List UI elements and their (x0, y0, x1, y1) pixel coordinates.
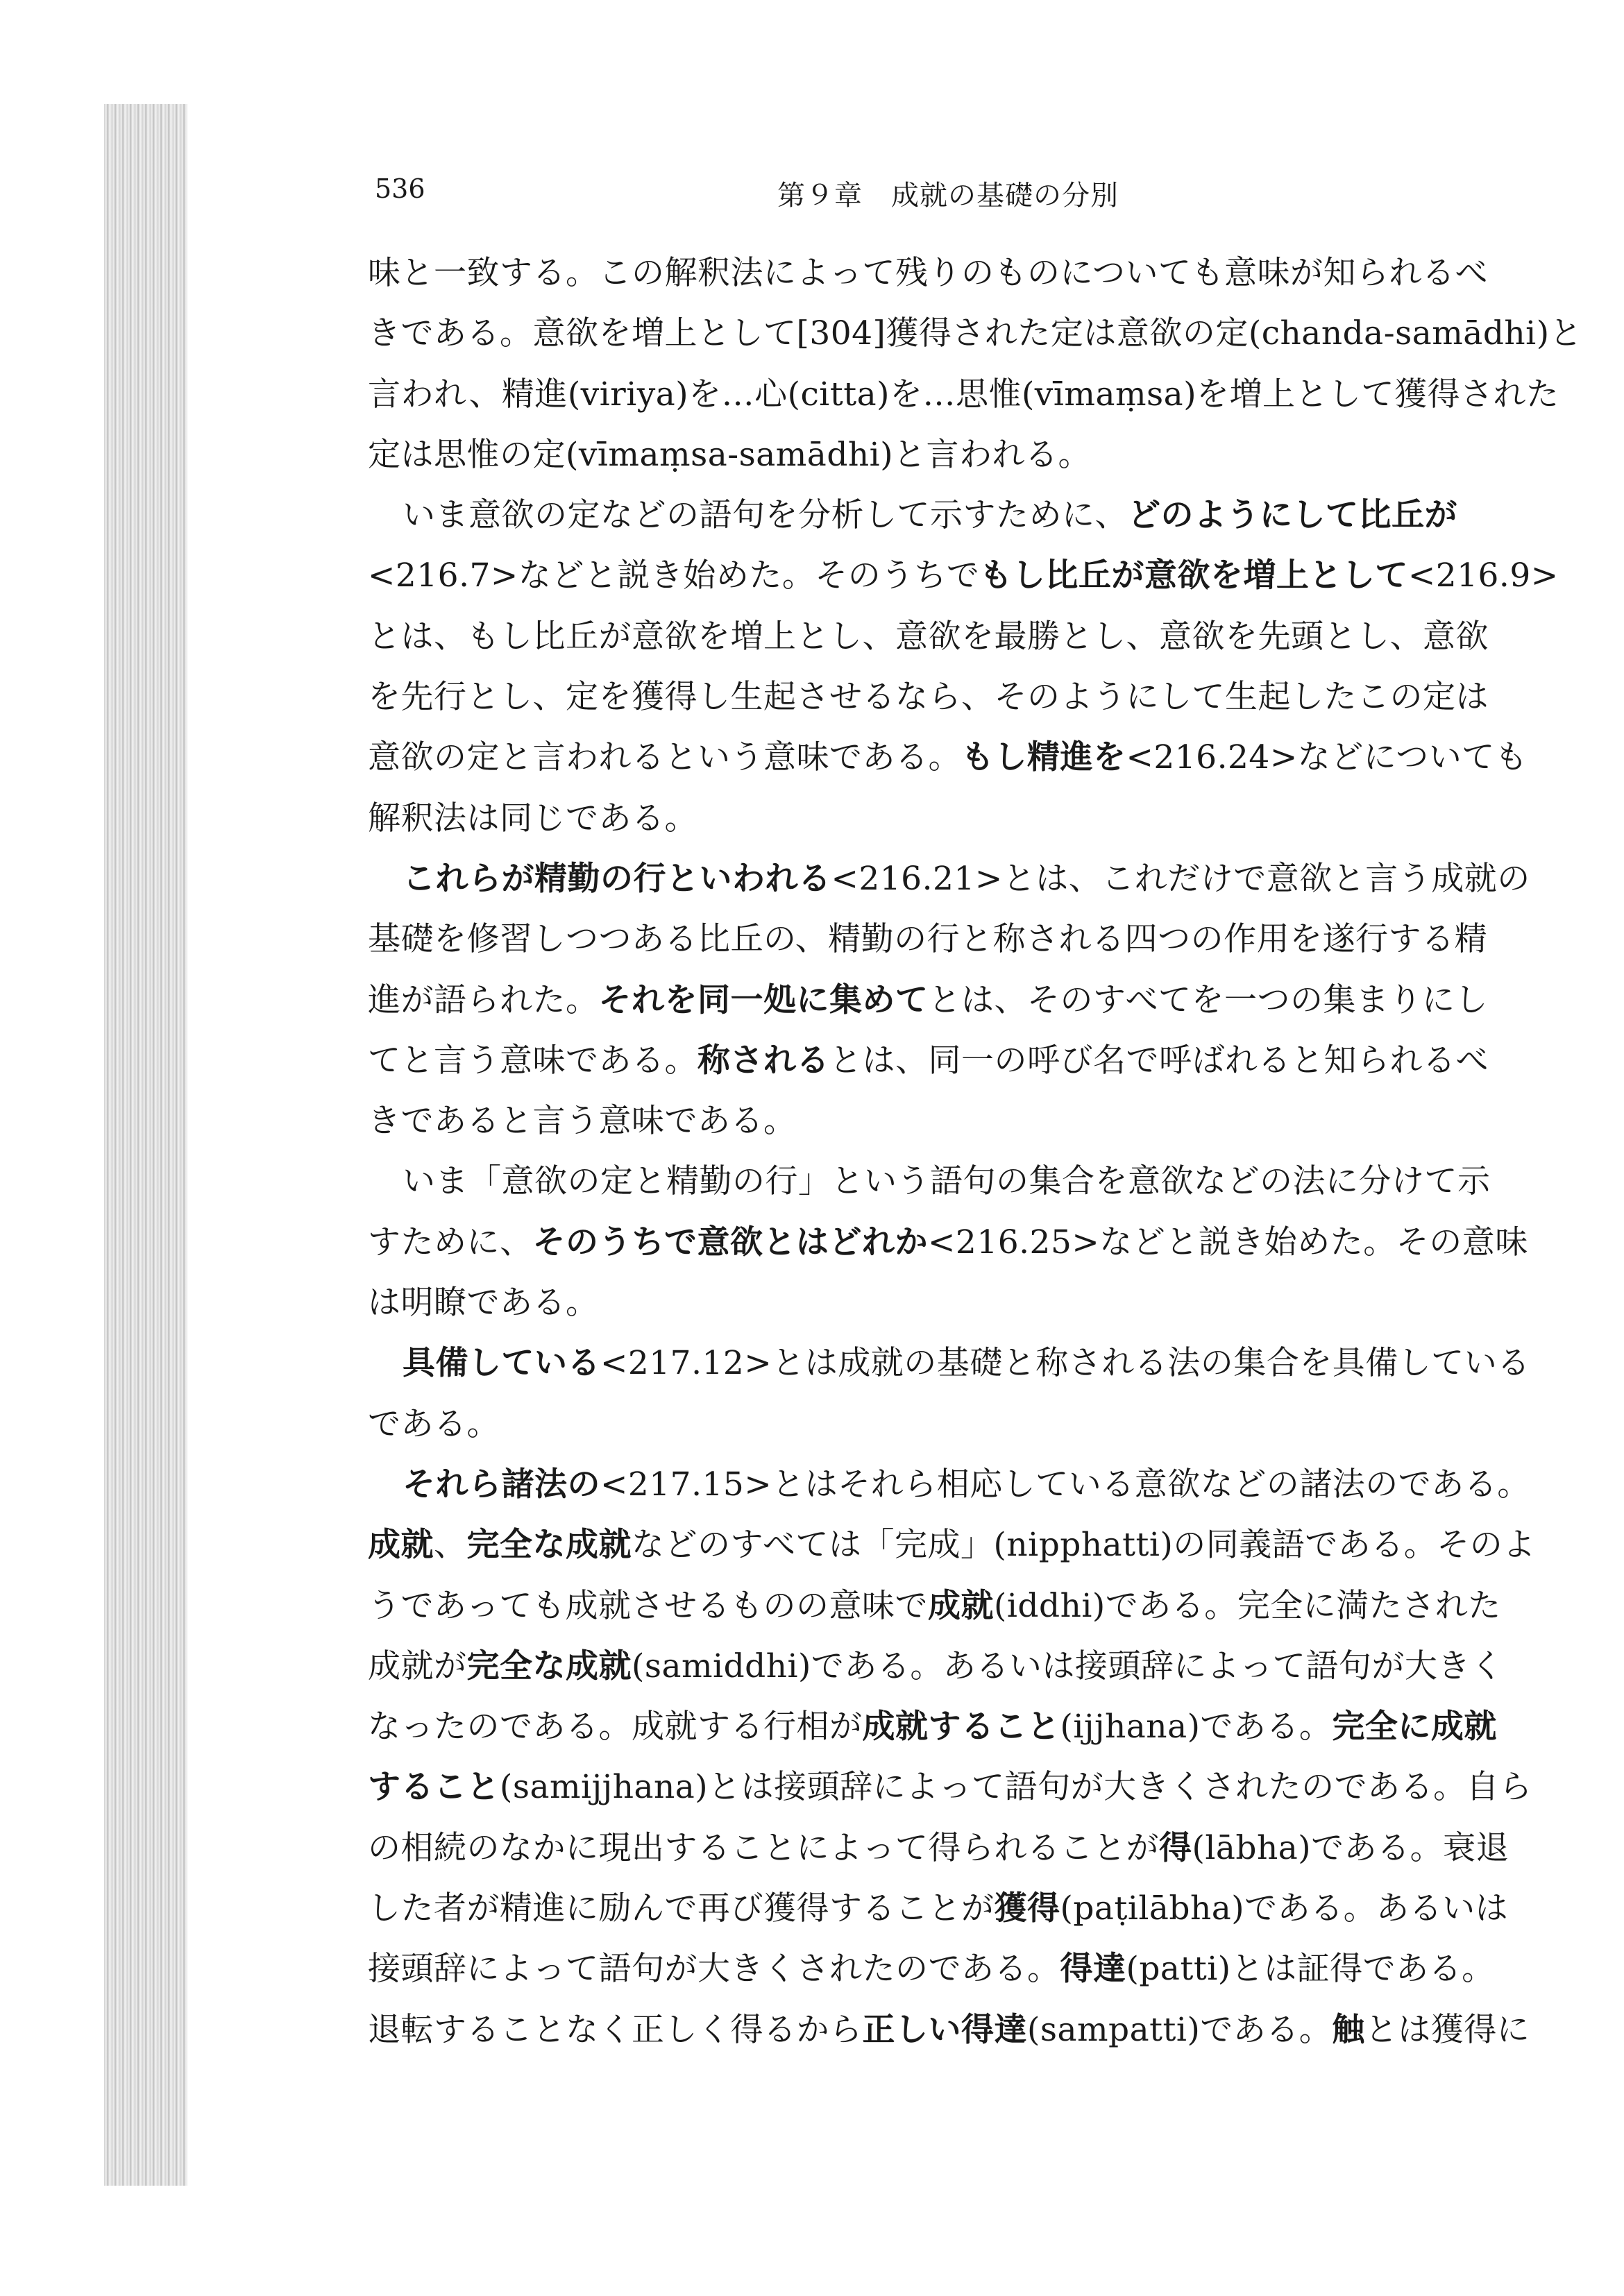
text-run: とは獲得に (1364, 2010, 1530, 2049)
text-line (368, 1818, 1582, 1878)
text-line (368, 243, 1582, 303)
text-run: (patti)とは証得である。 (1126, 1950, 1495, 1989)
text-line (368, 1394, 1582, 1454)
text-run: 成就が (368, 1647, 467, 1685)
binding-gutter-shadow (104, 104, 187, 2186)
text-line (368, 425, 1582, 485)
text-run: (lābha)である。衰退 (1192, 1828, 1509, 1867)
text-run: いま意欲の定などの語句を分析して示すために、 (403, 496, 1128, 535)
bold-term: どのようにして比丘が (1128, 496, 1457, 535)
text-line (368, 909, 1582, 969)
text-line (368, 849, 1582, 909)
text-line (368, 1273, 1582, 1333)
text-run: とは、同一の呼び名で呼ばれると知られるべ (829, 1041, 1489, 1080)
text-line (368, 303, 1582, 364)
text-run: (paṭilābha)である。あるいは (1060, 1889, 1509, 1928)
text-line (368, 1333, 1582, 1393)
text-line (368, 1454, 1582, 1515)
text-run: 意欲の定と言われるという意味である。 (368, 738, 961, 777)
text-run: を先行とし、定を獲得し生起させるなら、そのようにして生起したこの定は (368, 678, 1489, 717)
text-line (368, 1212, 1582, 1273)
text-run: 、 (434, 1526, 467, 1565)
text-run: 味と一致する。この解釈法によって残りのものについても意味が知られるべ (368, 254, 1489, 292)
bold-term: 触 (1332, 2010, 1365, 2049)
text-run: 進が語られた。 (368, 980, 599, 1019)
page-number: 536 (375, 173, 425, 204)
bold-term: 得達 (1060, 1950, 1126, 1989)
text-run: 基礎を修習しつつある比丘の、精勤の行と称される四つの作用を遂行する精 (368, 920, 1488, 959)
paragraph (368, 1454, 1582, 2060)
text-run: <217.12>とは成就の基礎と称される法の集合を具備している (600, 1344, 1530, 1383)
bold-term: 獲得 (994, 1889, 1060, 1928)
text-run: とは、もし比丘が意欲を増上とし、意欲を最勝とし、意欲を先頭とし、意欲 (368, 617, 1489, 656)
text-run: <217.15>とはそれら相応している意欲などの諸法のである。 (600, 1465, 1530, 1504)
paragraph (368, 243, 1582, 485)
bold-term: そのうちで意欲とはどれか (532, 1223, 929, 1261)
text-run: きであると言う意味である。 (368, 1102, 797, 1141)
bold-term: 完全に成就 (1332, 1708, 1497, 1746)
text-line (368, 1151, 1582, 1211)
text-run: <216.9> (1407, 556, 1559, 595)
text-run: である。 (368, 1404, 500, 1443)
text-run: うであっても成就させるものの意味で (368, 1586, 929, 1625)
text-line (368, 667, 1582, 727)
bold-term: 正しい得達 (862, 2010, 1027, 2049)
paragraph (368, 849, 1582, 1151)
text-run: (samiddhi)である。あるいは接頭辞によって語句が大きく (632, 1647, 1504, 1685)
text-run: 解釈法は同じである。 (368, 799, 697, 837)
text-line (368, 1878, 1582, 1939)
text-run: 退転することなく正しく得るから (368, 2010, 863, 2049)
text-run: <216.21>とは、これだけで意欲と言う成就の (831, 859, 1530, 898)
text-run: した者が精進に励んで再び獲得することが (368, 1889, 995, 1928)
text-line (368, 545, 1582, 606)
text-run: とは、そのすべてを一つの集まりにし (928, 980, 1489, 1019)
bold-term: もし比丘が意欲を増上として (979, 556, 1408, 595)
bold-term: もし精進を (961, 738, 1126, 777)
bold-term: 具備している (403, 1344, 600, 1383)
running-title: 第９章 成就の基礎の分別 (777, 180, 1119, 212)
bold-term: 成就すること (862, 1708, 1060, 1746)
text-line (368, 1091, 1582, 1151)
text-line (368, 1030, 1582, 1091)
text-line (368, 788, 1582, 849)
text-run: 定は思惟の定(vīmaṃsa-samādhi)と言われる。 (368, 435, 1092, 474)
bold-term: すること (368, 1768, 500, 1807)
text-run: (samijjhana)とは接頭辞によって語句が大きくされたのである。自ら (500, 1768, 1532, 1807)
text-run: (sampatti)である。 (1027, 2010, 1333, 2049)
text-line (368, 1576, 1582, 1636)
text-run: てと言う意味である。 (368, 1041, 697, 1080)
page-header (375, 173, 1582, 222)
bold-term: それを同一処に集めて (598, 980, 929, 1019)
bold-term: 得 (1159, 1828, 1192, 1867)
text-run: <216.24>などについても (1126, 738, 1528, 777)
text-line (368, 1757, 1582, 1817)
text-run: の相続のなかに現出することによって得られることが (368, 1828, 1159, 1867)
bold-term: 完全な成就 (466, 1647, 632, 1685)
bold-term: これらが精勤の行といわれる (403, 859, 831, 898)
text-run: きである。意欲を増上として[304]獲得された定は意欲の定(chanda-samādhi)と (368, 314, 1582, 353)
text-run: (ijjhana)である。 (1060, 1708, 1333, 1746)
body-text (368, 243, 1582, 2060)
text-run: なったのである。成就する行相が (368, 1708, 863, 1746)
text-line (368, 1636, 1582, 1697)
text-line (368, 970, 1582, 1030)
text-line (368, 1515, 1582, 1575)
text-line (368, 485, 1582, 545)
text-line (368, 2000, 1582, 2060)
text-line (368, 364, 1582, 425)
text-run: <216.25>などと説き始めた。その意味 (928, 1223, 1528, 1261)
text-run: 言われ、精進(viriya)を…心(citta)を…思惟(vīmaṃsa)を増上として獲得された (368, 375, 1559, 414)
text-run: (iddhi)である。完全に満たされた (994, 1586, 1501, 1625)
text-run: すために、 (368, 1223, 533, 1261)
text-line (368, 727, 1582, 788)
bold-term: 成就 (928, 1586, 995, 1625)
bold-term: 成就 (368, 1526, 434, 1565)
paragraph (368, 1151, 1582, 1333)
text-line (368, 1939, 1582, 1999)
paragraph (368, 485, 1582, 849)
bold-term: 完全な成就 (466, 1526, 632, 1565)
bold-term: 称される (697, 1041, 829, 1080)
text-line (368, 606, 1582, 667)
text-line (368, 1697, 1582, 1757)
text-run: いま「意欲の定と精勤の行」という語句の集合を意欲などの法に分けて示 (403, 1162, 1491, 1201)
text-run: 接頭辞によって語句が大きくされたのである。 (368, 1950, 1060, 1989)
text-run: <216.7>などと説き始めた。そのうちで (368, 556, 980, 595)
paragraph (368, 1333, 1582, 1454)
text-run: などのすべては「完成」(nipphatti)の同義語である。そのよ (632, 1526, 1536, 1565)
bold-term: それら諸法の (403, 1465, 600, 1504)
text-run: は明瞭である。 (368, 1284, 599, 1323)
